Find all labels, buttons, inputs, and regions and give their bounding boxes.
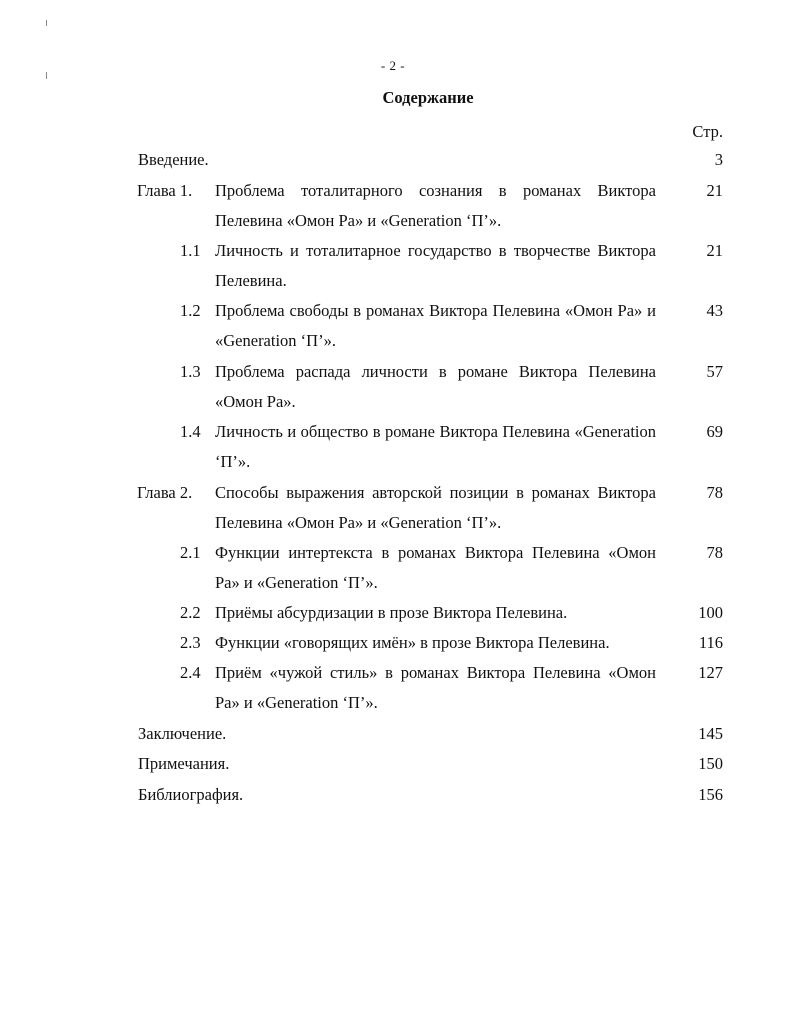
scan-artifact-mark bbox=[46, 20, 47, 26]
toc-entry-page: 78 bbox=[706, 543, 723, 562]
toc-entry-title: Библиография. bbox=[138, 785, 244, 804]
toc-entry-label: 1.2 bbox=[180, 301, 201, 320]
toc-entry-title: Примечания. bbox=[138, 754, 230, 773]
toc-entry-label: 2.3 bbox=[180, 633, 201, 652]
page-number: - 2 - bbox=[380, 58, 406, 73]
page-title: Содержание bbox=[382, 88, 474, 107]
toc-entry-page: 3 bbox=[714, 150, 723, 169]
toc-entry-page: 21 bbox=[706, 241, 723, 260]
toc-entry-title: Проблема свободы в романах Виктора Пелевина «Омон Ра» и «Generation ‘П’». bbox=[215, 301, 656, 350]
toc-entry-title: Личность и общество в романе Виктора Пелевина «Generation ‘П’». bbox=[215, 422, 656, 471]
toc-entry-label: Глава 2. bbox=[137, 483, 193, 502]
toc-entry-page: 43 bbox=[706, 301, 723, 320]
toc-entry-label: 1.3 bbox=[180, 362, 201, 381]
toc-entry-title: Введение. bbox=[138, 150, 209, 169]
toc-entry-page: 57 bbox=[706, 362, 723, 381]
toc-entry-label: 2.4 bbox=[180, 663, 201, 682]
toc-entry-page: 145 bbox=[698, 724, 723, 743]
toc-entry-title: Проблема тоталитарного сознания в романах Виктора Пелевина «Омон Ра» и «Generation ‘П’». bbox=[215, 181, 656, 230]
toc-entry-title: Заключение. bbox=[138, 724, 227, 743]
toc-entry-label: 2.2 bbox=[180, 603, 201, 622]
toc-entry-page: 127 bbox=[698, 663, 723, 682]
toc-entry-page: 78 bbox=[706, 483, 723, 502]
toc-entry-page: 150 bbox=[698, 754, 723, 773]
toc-entry-title: Функции «говорящих имён» в прозе Виктора Пелевина. bbox=[215, 633, 610, 652]
toc-entry-page: 21 bbox=[706, 181, 723, 200]
toc-entry-label: 1.1 bbox=[180, 241, 201, 260]
toc-entry-page: 116 bbox=[698, 633, 723, 652]
page-column-header: Стр. bbox=[692, 122, 723, 141]
toc-entry-page: 100 bbox=[698, 603, 723, 622]
toc-entry-title: Приёмы абсурдизации в прозе Виктора Пелевина. bbox=[215, 603, 568, 622]
toc-entry-page: 156 bbox=[698, 785, 723, 804]
toc-entry-title: Функции интертекста в романах Виктора Пелевина «Омон Ра» и «Generation ‘П’». bbox=[215, 543, 656, 592]
toc-entry-label: 2.1 bbox=[180, 543, 201, 562]
toc-entry-page: 69 bbox=[706, 422, 723, 441]
toc-entry-label: 1.4 bbox=[180, 422, 201, 441]
toc-entry-title: Личность и тоталитарное государство в творчестве Виктора Пелевина. bbox=[215, 241, 656, 290]
toc-entry-title: Проблема распада личности в романе Виктора Пелевина «Омон Ра». bbox=[215, 362, 656, 411]
toc-entry-title: Способы выражения авторской позиции в романах Виктора Пелевина «Омон Ра» и «Generation ‘П’». bbox=[215, 483, 656, 532]
toc-entry-title: Приём «чужой стиль» в романах Виктора Пелевина «Омон Ра» и «Generation ‘П’». bbox=[215, 663, 656, 712]
toc-entry-label: Глава 1. bbox=[137, 181, 193, 200]
